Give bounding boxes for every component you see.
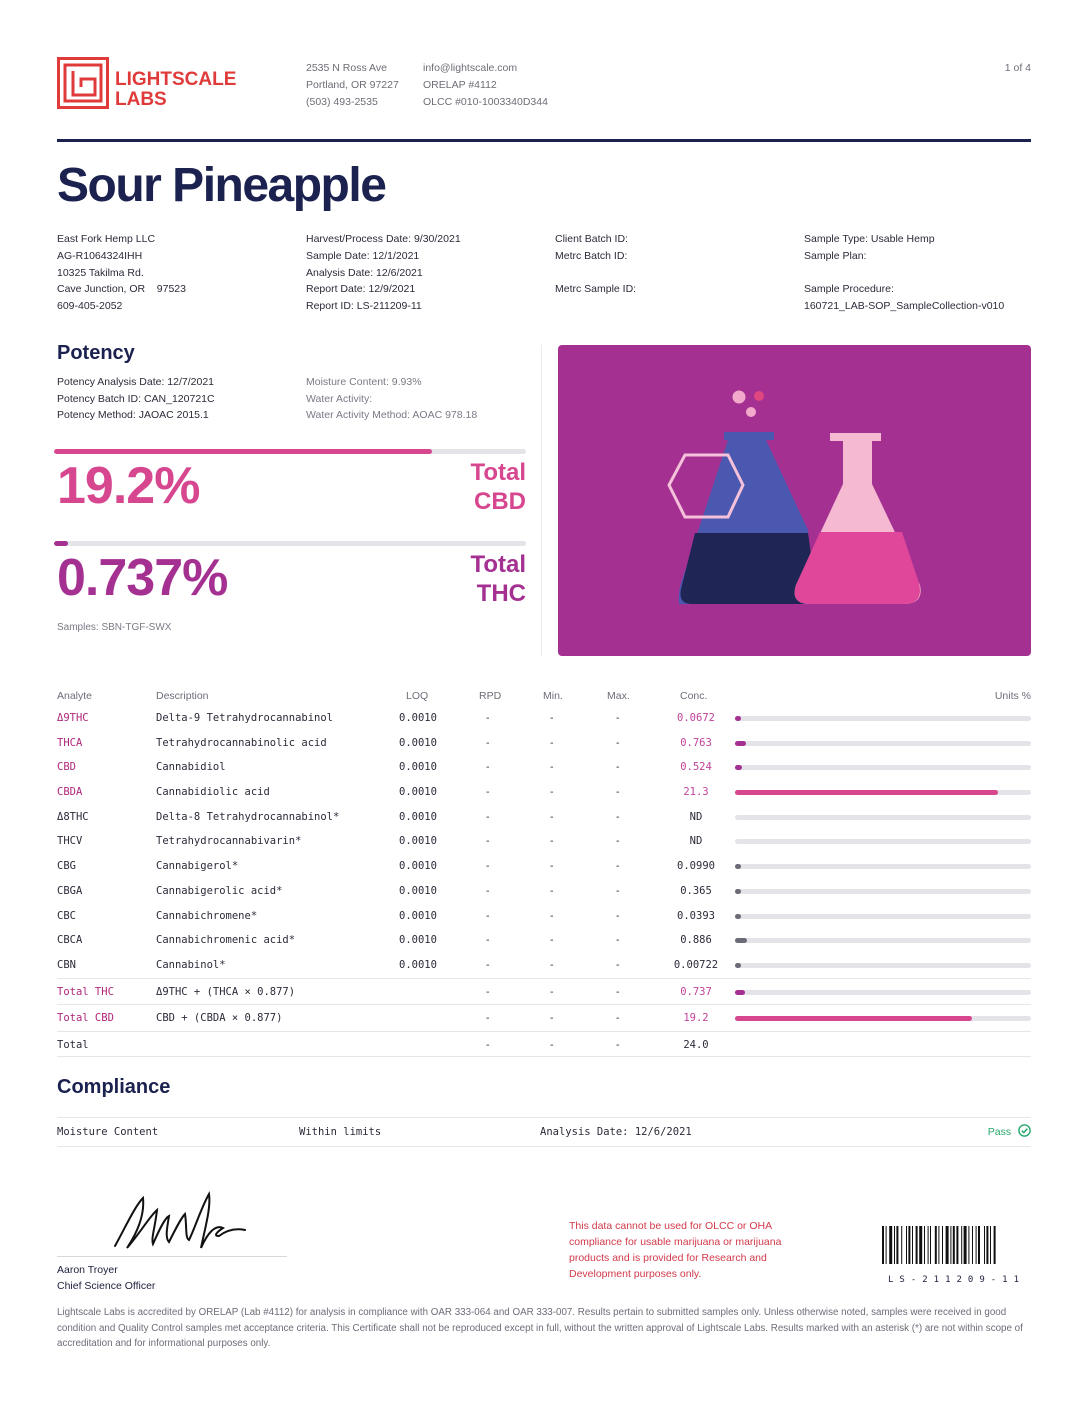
table-body: [57, 706, 1031, 1057]
cell-max: -: [616, 934, 620, 947]
compliance-result: Within limits: [299, 1126, 382, 1138]
concentration-bar-fill: [735, 716, 741, 721]
cell-max: -: [616, 1038, 620, 1051]
cell-min: -: [550, 934, 554, 947]
cell-description: Tetrahydrocannabivarin*: [156, 835, 302, 848]
concentration-bar-fill: [735, 889, 741, 894]
sample-plan: Sample Plan:: [804, 249, 867, 262]
total-cbd-value: 19.2%: [57, 457, 200, 515]
cell-rpd: -: [486, 761, 490, 774]
signatory: [57, 1262, 155, 1294]
total-row: [57, 1031, 1031, 1058]
cell-conc: 0.737: [680, 985, 712, 998]
cell-max: -: [616, 909, 620, 922]
cell-loq: 0.0010: [399, 958, 437, 971]
concentration-bar: [735, 889, 1031, 894]
potency-details: [57, 374, 215, 424]
cell-rpd: -: [486, 934, 490, 947]
lightscale-logo: [57, 57, 237, 109]
cell-min: -: [550, 810, 554, 823]
cell-analyte: CBDA: [57, 786, 83, 799]
total-thc-bar-fill: [54, 541, 68, 546]
report-date: Report Date: 12/9/2021: [306, 283, 416, 296]
concentration-bar-fill: [735, 914, 741, 919]
cell-conc: 19.2: [683, 1012, 709, 1025]
cell-loq: 0.0010: [399, 712, 437, 724]
cell-analyte: CBCA: [57, 934, 83, 947]
column-divider: [541, 345, 542, 656]
cell-min: -: [550, 884, 554, 897]
lab-flask-illustration: [558, 345, 1031, 656]
concentration-bar-fill: [735, 938, 747, 943]
orelap-line: ORELAP #4112: [423, 79, 497, 91]
cell-min: -: [550, 985, 554, 998]
concentration-bar: [735, 938, 1031, 943]
concentration-bar: [735, 963, 1031, 968]
concentration-bar: [735, 741, 1031, 746]
cell-description: Cannabichromenic acid*: [156, 934, 296, 947]
cell-loq: 0.0010: [399, 810, 437, 823]
table-row: [57, 854, 1031, 879]
harvest-date: Harvest/Process Date: 9/30/2021: [306, 233, 461, 245]
moisture-details: [306, 374, 477, 424]
cell-min: -: [550, 736, 554, 749]
table-row: [57, 780, 1031, 805]
cell-conc: 0.0672: [677, 712, 715, 724]
cell-analyte: Total CBD: [57, 1012, 114, 1025]
table-header: [57, 686, 1031, 706]
potency-batch-id: Potency Batch ID: CAN_120721C: [57, 392, 215, 405]
concentration-bar: [735, 990, 1031, 995]
water-activity: Water Activity:: [306, 392, 373, 405]
cell-analyte: THCA: [57, 736, 83, 749]
cell-analyte: Δ8THC: [57, 810, 89, 823]
total-cbd-bar: [54, 449, 526, 454]
cell-description: Cannabinol*: [156, 958, 226, 971]
moisture-content: Moisture Content: 9.93%: [306, 376, 422, 388]
compliance-row: [57, 1117, 1031, 1147]
signature-image: [105, 1188, 255, 1263]
concentration-bar: [735, 914, 1031, 919]
table-row: [57, 706, 1031, 731]
cell-loq: 0.0010: [399, 786, 437, 799]
cell-min: -: [550, 958, 554, 971]
sample-type: Sample Type: Usable Hemp: [804, 233, 935, 245]
samples-id: Samples: SBN-TGF-SWX: [57, 622, 172, 633]
header-rpd: RPD: [479, 690, 502, 702]
header-analyte: Analyte: [57, 690, 93, 702]
total-thc-bar: [54, 541, 526, 546]
cell-rpd: -: [486, 1038, 490, 1051]
client-city: Cave Junction, OR 97523: [57, 283, 186, 296]
cell-rpd: -: [486, 712, 490, 724]
client-street: 10325 Takilma Rd.: [57, 266, 144, 279]
concentration-bar-fill: [735, 1016, 972, 1021]
client-name: East Fork Hemp LLC: [57, 233, 156, 245]
cell-max: -: [616, 761, 620, 774]
cell-conc: 0.365: [680, 884, 712, 897]
header-description: Description: [156, 690, 209, 702]
cell-rpd: -: [486, 736, 490, 749]
signature-line: [57, 1256, 287, 1257]
report-barcode: [882, 1226, 1031, 1285]
compliance-status-label: Pass: [987, 1126, 1012, 1138]
potency-heading: Potency: [57, 342, 135, 364]
table-row: [57, 731, 1031, 756]
cell-description: Cannabigerolic acid*: [156, 884, 283, 897]
cell-conc: 0.0990: [677, 860, 715, 873]
table-row: [57, 928, 1031, 953]
concentration-bar-fill: [735, 963, 741, 968]
cell-description: Δ9THC + (THCA × 0.877): [156, 985, 296, 998]
cell-max: -: [616, 958, 620, 971]
report-id: Report ID: LS-211209-11: [306, 300, 422, 313]
cell-description: Delta-8 Tetrahydrocannabinol*: [156, 810, 340, 823]
compliance-heading: Compliance: [57, 1076, 171, 1098]
cell-rpd: -: [486, 810, 490, 823]
accreditation-footer: Lightscale Labs is accredited by ORELAP (Lab #4112) for analysis in compliance with OAR 333-064 and OAR 333-007. Results pertain to submitted samples only. Unless otherwise noted, samples were received in good condition and Quality Control samples met acceptance criteria. This Certificate shall not be reproduced except in full, without the written approval of Lightscale Labs. Results marked with an asterisk (*) are not within scope of accreditation and for informational purposes only.: [57, 1307, 1023, 1350]
cell-loq: 0.0010: [399, 736, 437, 749]
concentration-bar-fill: [735, 741, 746, 746]
analyte-table: [57, 686, 1031, 1057]
potency-analysis-date: Potency Analysis Date: 12/7/2021: [57, 376, 215, 388]
barcode-text: LS-211209-11: [887, 1275, 1026, 1285]
cell-loq: 0.0010: [399, 860, 437, 873]
sample-info: [804, 231, 1004, 315]
table-row: [57, 805, 1031, 830]
cell-description: Cannabidiol: [156, 761, 226, 774]
signatory-name: Aaron Troyer: [57, 1264, 118, 1276]
concentration-bar: [735, 716, 1031, 721]
cell-max: -: [616, 736, 620, 749]
cell-conc: 0.00722: [673, 958, 719, 971]
total-thc-value: 0.737%: [57, 549, 228, 607]
compliance-status: [988, 1118, 1031, 1147]
cell-description: Delta-9 Tetrahydrocannabinol: [156, 712, 334, 724]
concentration-bar: [735, 790, 1031, 795]
email-line: info@lightscale.com: [423, 62, 518, 74]
barcode-icon: [882, 1226, 1031, 1264]
cell-description: Cannabidiolic acid: [156, 786, 270, 799]
cell-rpd: -: [486, 958, 490, 971]
cell-min: -: [550, 786, 554, 799]
cell-min: -: [550, 835, 554, 848]
cell-conc: 21.3: [683, 786, 709, 799]
total-cbd-label-line2: CBD: [474, 488, 526, 515]
cell-conc: 24.0: [683, 1038, 709, 1051]
table-row: [57, 953, 1031, 978]
cell-conc: 0.886: [680, 934, 712, 947]
concentration-bar-fill: [735, 864, 741, 869]
total-thc-label: [426, 550, 526, 608]
concentration-bar: [735, 1016, 1031, 1021]
cell-loq: 0.0010: [399, 934, 437, 947]
total-thc-label-line1: Total: [470, 551, 526, 578]
date-info: [306, 231, 461, 315]
client-license: AG-R1064324IHH: [57, 249, 143, 262]
total-row: [57, 1004, 1031, 1031]
cell-max: -: [616, 1012, 620, 1025]
cell-max: -: [616, 712, 620, 724]
handwritten-signature-icon: [105, 1188, 255, 1258]
lab-address: [306, 60, 399, 111]
table-row: [57, 755, 1031, 780]
cell-conc: 0.763: [680, 736, 712, 749]
cell-analyte: CBC: [57, 909, 76, 922]
cell-max: -: [616, 835, 620, 848]
cell-rpd: -: [486, 1012, 490, 1025]
cell-loq: 0.0010: [399, 835, 437, 848]
cell-min: -: [550, 1038, 554, 1051]
concentration-bar-fill: [735, 765, 742, 770]
cell-rpd: -: [486, 884, 490, 897]
analysis-date: Analysis Date: 12/6/2021: [306, 266, 423, 279]
client-phone: 609-405-2052: [57, 300, 123, 313]
metrc-batch-id: Metrc Batch ID:: [555, 249, 628, 262]
concentration-bar: [735, 765, 1031, 770]
compliance-test: Moisture Content: [57, 1126, 159, 1138]
cell-min: -: [550, 712, 554, 724]
check-circle-icon: [1018, 1124, 1031, 1137]
concentration-bar-fill: [735, 990, 745, 995]
sample-procedure: 160721_LAB-SOP_SampleCollection-v010: [804, 300, 1005, 313]
header-min: Min.: [543, 690, 563, 702]
client-info: [57, 231, 186, 315]
cell-analyte: CBGA: [57, 884, 83, 897]
lab-contact: [423, 60, 548, 111]
cell-max: -: [616, 810, 620, 823]
olcc-line: OLCC #010-1003340D344: [423, 96, 548, 108]
research-disclaimer: This data cannot be used for OLCC or OHA compliance for usable marijuana or marijuana products and is provided for Research and Development purposes only.: [569, 1220, 782, 1280]
metrc-sample-id: Metrc Sample ID:: [555, 283, 637, 296]
logo-mark-icon: [57, 57, 237, 109]
header-loq: LOQ: [406, 690, 429, 702]
cell-rpd: -: [486, 985, 490, 998]
cell-analyte: Total THC: [57, 985, 114, 998]
potency-method: Potency Method: JAOAC 2015.1: [57, 409, 209, 421]
concentration-bar: [735, 864, 1031, 869]
header-max: Max.: [607, 690, 630, 702]
client-batch-id: Client Batch ID:: [555, 233, 628, 245]
cell-max: -: [616, 884, 620, 897]
cell-loq: 0.0010: [399, 761, 437, 774]
cell-description: Cannabichromene*: [156, 909, 258, 922]
cell-description: Cannabigerol*: [156, 860, 239, 873]
cell-min: -: [550, 909, 554, 922]
compliance-date: Analysis Date: 12/6/2021: [540, 1126, 692, 1138]
cell-rpd: -: [486, 909, 490, 922]
batch-info: [555, 231, 636, 298]
cell-analyte: CBD: [57, 761, 76, 774]
sample-date: Sample Date: 12/1/2021: [306, 249, 420, 262]
table-row: [57, 879, 1031, 904]
total-cbd-label-line1: Total: [470, 459, 526, 486]
cell-max: -: [616, 985, 620, 998]
cell-rpd: -: [486, 835, 490, 848]
phone-line: (503) 493-2535: [306, 96, 378, 108]
cell-description: CBD + (CBDA × 0.877): [156, 1012, 283, 1025]
cell-min: -: [550, 1012, 554, 1025]
signatory-title: Chief Science Officer: [57, 1280, 156, 1292]
header-divider: [57, 139, 1031, 142]
cell-conc: ND: [689, 810, 703, 823]
cell-analyte: Total: [57, 1038, 89, 1051]
cell-conc: 0.0393: [677, 909, 715, 922]
header-conc: Conc.: [680, 690, 708, 702]
table-row: [57, 829, 1031, 854]
cell-analyte: THCV: [57, 835, 83, 848]
cell-loq: 0.0010: [399, 884, 437, 897]
cell-conc: ND: [689, 835, 703, 848]
total-cbd-bar-fill: [54, 449, 432, 454]
cell-analyte: CBG: [57, 860, 76, 873]
water-activity-method: Water Activity Method: AOAC 978.18: [306, 409, 478, 421]
address-line: Portland, OR 97227: [306, 79, 399, 91]
cell-loq: 0.0010: [399, 909, 437, 922]
product-title: Sour Pineapple: [57, 159, 386, 212]
logo-text-line2: LABS: [115, 89, 167, 109]
cell-analyte: Δ9THC: [57, 712, 89, 724]
cell-rpd: -: [486, 786, 490, 799]
cell-description: Tetrahydrocannabinolic acid: [156, 736, 327, 749]
cell-conc: 0.524: [680, 761, 712, 774]
cell-max: -: [616, 860, 620, 873]
total-row: [57, 978, 1031, 1005]
concentration-bar: [735, 815, 1031, 820]
table-row: [57, 904, 1031, 929]
page-number: 1 of 4: [1004, 62, 1031, 74]
cell-max: -: [616, 786, 620, 799]
sample-procedure-label: Sample Procedure:: [804, 283, 894, 296]
concentration-bar: [735, 839, 1031, 844]
logo-text-line1: LIGHTSCALE: [115, 69, 237, 90]
flask-icon: [558, 345, 1031, 656]
address-line: 2535 N Ross Ave: [306, 62, 387, 74]
total-thc-label-line2: THC: [476, 580, 526, 607]
header-units: Units %: [994, 690, 1031, 702]
total-cbd-label: [426, 458, 526, 516]
cell-min: -: [550, 860, 554, 873]
concentration-bar-fill: [735, 790, 998, 795]
cell-min: -: [550, 761, 554, 774]
cell-analyte: CBN: [57, 958, 76, 971]
cell-rpd: -: [486, 860, 490, 873]
